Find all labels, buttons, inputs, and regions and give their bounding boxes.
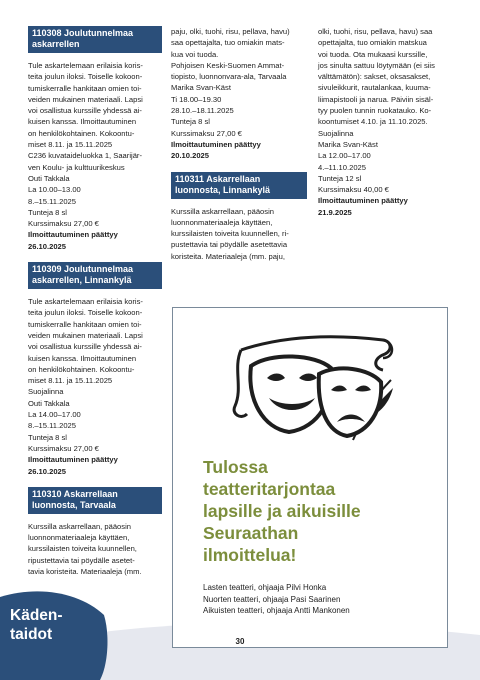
course-body-110310-cont (171, 26, 307, 139)
poster-headline-line: teatteritarjontaa (203, 479, 336, 499)
poster-headline-line: lapsille ja aikuisille (203, 501, 361, 521)
text-line: tumiskerralle hankitaan omien toi- (28, 83, 142, 93)
poster-theatre-line: Nuorten teatteri, ohjaaja Pasi Saarinen (203, 594, 341, 604)
text-line: voi osallistua kurssille yhdessä ai- (28, 106, 142, 116)
text-line: Tunteja 8 sl (28, 207, 67, 217)
text-line: voi osallistua kurssille yhdessä ai- (28, 342, 142, 352)
text-line: Pohjoisen Keski-Suomen Ammat- (171, 60, 285, 70)
column-3 (318, 26, 458, 218)
text-line: opettajalta, tuo omiakin matskua (318, 38, 427, 48)
course-header-110311: 110311 Askarrellaan luonnosta, Linnankylä (171, 172, 307, 199)
section-tab-label-line: taidot (10, 626, 53, 643)
poster-theatre-line: Lasten teatteri, ohjaaja Pilvi Honka (203, 583, 327, 592)
deadline-label: Ilmoittautuminen päättyy (28, 455, 118, 465)
text-line: Suojalinna (28, 387, 64, 397)
course-body-110309 (28, 296, 162, 454)
text-line: teita joulun iloksi. Toiselle kokoon- (28, 308, 143, 318)
text-line: miset 8.11. ja 15.11.2025 (28, 140, 113, 150)
text-line: Tunteja 12 sl (318, 173, 362, 183)
text-line: sivuleikkurit, rautalankaa, kuuma- (318, 83, 431, 93)
text-line: La 12.00–17.00 (318, 151, 371, 161)
text-line: Kurssilla askarrellaan, pääosin (28, 521, 131, 531)
theatre-masks-illustration (223, 328, 398, 446)
text-line: 4.–11.10.2025 (318, 162, 366, 172)
text-line: Tule askartelemaan erilaisia koris- (28, 61, 143, 70)
text-line: voi tuoda. Ota mukaasi kurssille, (318, 49, 428, 59)
text-line: Kurssimaksu 40,00 € (318, 185, 389, 195)
text-line: Outi Takkala (28, 173, 70, 183)
text-line: tavia koristeita. Materiaaleja (mm. (28, 566, 142, 576)
poster-headline-line: ilmoittelua! (203, 545, 297, 565)
text-line: C236 kuvataideluokka 1, Saarijär- (28, 151, 142, 161)
text-line: 8.–15.11.2025 (28, 196, 76, 206)
text-line: Marika Svan-Käst (171, 83, 231, 93)
deadline-date: 20.10.2025 (171, 151, 210, 161)
deadline-date: 26.10.2025 (28, 241, 67, 251)
course-header-110310: 110310 Askarrellaan luonnosta, Tarvaala (28, 487, 162, 514)
text-line: teita joulun iloksi. Toiselle kokoon- (28, 72, 143, 82)
course-body-110310 (28, 521, 162, 577)
text-line: tyy puolen tunnin ruokatauko. Ko- (318, 106, 432, 116)
text-line: olki, tuohi, risu, pellava, havu) saa (318, 27, 433, 36)
text-line: jos sinulta sattuu löytymään (ei siis (318, 60, 435, 70)
text-line: pustettavia tai pöydälle asetettavia (171, 240, 288, 250)
text-line: veiden mukainen materiaali. Lapsi (28, 94, 143, 104)
text-line: Marika Svan-Käst (318, 139, 378, 149)
theatre-poster (172, 307, 448, 648)
text-line: tiopisto, luonnonvara-ala, Tarvaala (171, 72, 287, 82)
text-line: kuisen kanssa. Ilmoittautuminen (28, 353, 137, 363)
text-line: La 10.00–13.00 (28, 185, 81, 195)
text-line: välttämätön): sakset, oksasakset, (318, 72, 431, 82)
text-line: luonnonmateriaaleja käyttäen, (28, 533, 130, 543)
text-line: Ti 18.00–19.30 (171, 94, 222, 104)
text-line: paju, olki, tuohi, risu, pellava, havu) (171, 27, 290, 36)
text-line: Suojalinna (318, 128, 354, 138)
text-line: Kurssimaksu 27,00 € (171, 128, 242, 138)
text-line: Kurssimaksu 27,00 € (28, 443, 99, 453)
text-line: tumiskerralle hankitaan omien toi- (28, 319, 142, 329)
column-1 (28, 26, 162, 577)
poster-headline-line: Seuraathan (203, 523, 299, 543)
text-line: on henkilökohtainen. Kokoontu- (28, 128, 135, 138)
text-line: ven Koulu- ja kulttuurikeskus (28, 162, 125, 172)
text-line: miset 8.11. ja 15.11.2025 (28, 376, 113, 386)
poster-headline-line: Tulossa (203, 457, 268, 477)
text-line: liimapistooli ja narua. Päiviin sisäl- (318, 94, 434, 104)
page-number: 30 (235, 637, 245, 646)
poster-headline (203, 456, 443, 566)
text-line: koristeita. Materiaaleja (mm. paju, (171, 251, 285, 261)
text-line: ripustettavia tai pöydälle asetet- (28, 555, 135, 565)
column-2 (171, 26, 307, 262)
text-line: luonnonmateriaaleja käyttäen, (171, 217, 273, 227)
section-tab-label (10, 606, 63, 644)
deadline-label: Ilmoittautuminen päättyy (318, 196, 408, 206)
text-line: kua voi tuoda. (171, 49, 219, 59)
text-line: koontumiset 4.10. ja 11.10.2025. (318, 117, 428, 127)
course-body-110308 (28, 60, 162, 229)
text-line: La 14.00–17.00 (28, 410, 81, 420)
section-tab-label-line: Käden- (10, 607, 63, 624)
text-line: Tule askartelemaan erilaisia koris- (28, 297, 143, 307)
poster-theatre-list (203, 582, 443, 617)
text-line: saa opettajalta, tuo omiakin mats- (171, 38, 285, 48)
text-line: Outi Takkala (28, 398, 70, 408)
text-line: Tunteja 8 sl (171, 117, 210, 127)
text-line: Kurssilla askarrellaan, pääosin (171, 206, 274, 216)
text-line: kuisen kanssa. Ilmoittautuminen (28, 117, 137, 127)
text-line: Kurssimaksu 27,00 € (28, 219, 99, 229)
poster-theatre-line: Aikuisten teatteri, ohjaaja Antti Mankonen (203, 606, 350, 615)
deadline-date: 21.9.2025 (318, 207, 352, 217)
course-header-110308: 110308 Joulutunnelmaa askarrellen (28, 26, 162, 53)
course-body-110311-cont (318, 26, 458, 195)
text-line: kurssilaisten toiveita kuunnellen, (28, 544, 137, 554)
text-line: 28.10.–18.11.2025 (171, 106, 234, 116)
text-line: 8.–15.11.2025 (28, 421, 76, 431)
text-line: Tunteja 8 sl (28, 432, 67, 442)
text-line: kurssilaisten toiveita kuunnellen, ri- (171, 229, 289, 239)
deadline-date: 26.10.2025 (28, 466, 67, 476)
deadline-label: Ilmoittautuminen päättyy (28, 230, 118, 240)
course-body-110311 (171, 206, 307, 262)
text-line: veiden mukainen materiaali. Lapsi (28, 330, 143, 340)
course-header-110309: 110309 Joulutunnelmaa askarrellen, Linnankylä (28, 262, 162, 289)
text-line: on henkilökohtainen. Kokoontu- (28, 364, 135, 374)
deadline-label: Ilmoittautuminen päättyy (171, 139, 261, 149)
